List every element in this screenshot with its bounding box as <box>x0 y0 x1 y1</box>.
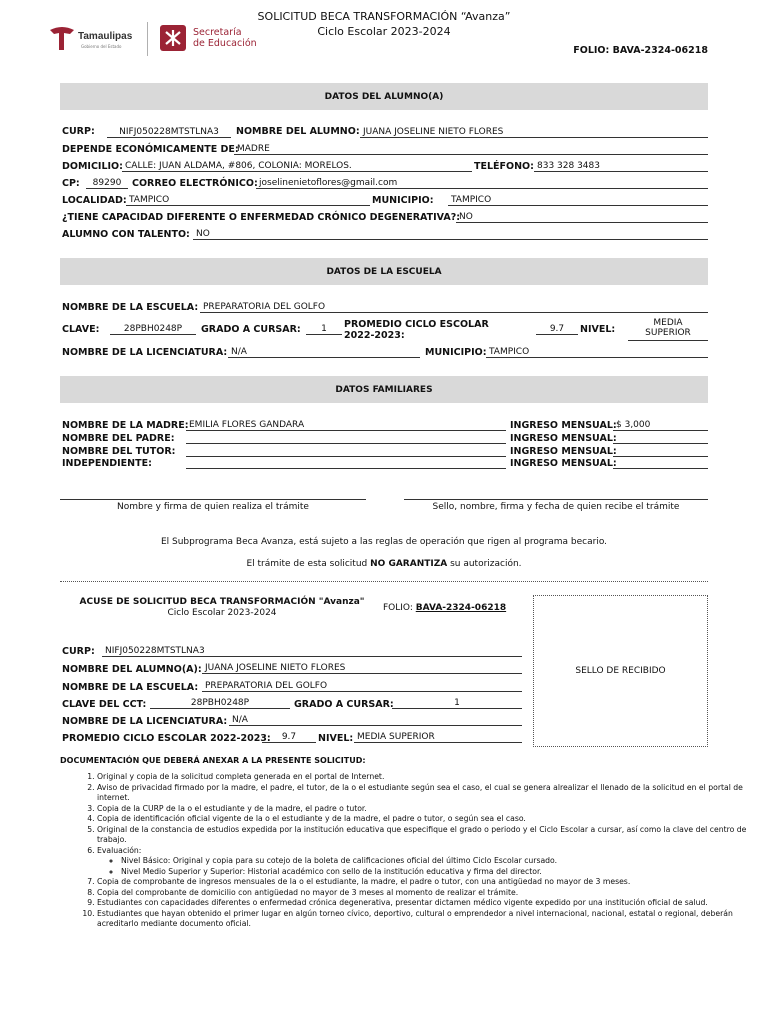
tutor-label: NOMBRE DEL TUTOR: <box>62 446 176 457</box>
doc-item: 1. Original y copia de la solicitud completa generada en el portal de Internet. <box>97 772 747 783</box>
correo-value: joselinenietoflores@gmail.com <box>256 177 708 189</box>
documentacion-list <box>60 772 747 930</box>
municipio-alumno-value: TAMPICO <box>448 194 708 206</box>
cut-line <box>60 581 708 582</box>
doc-item: 5. Original de la constancia de estudios expedida por la institución educativa que especifique el grado o periodo y el Ciclo Escolar a cursar, así como la clave del centro de trabajo. <box>97 825 747 846</box>
municipio-escuela-label: MUNICIPIO: <box>425 347 487 358</box>
escuela-nombre-label: NOMBRE DE LA ESCUELA: <box>62 302 199 313</box>
cp-value: 89290 <box>86 177 128 189</box>
acuse-folio-label: FOLIO: <box>383 603 416 613</box>
talento-value: NO <box>193 228 708 240</box>
padre-label: NOMBRE DEL PADRE: <box>62 433 175 444</box>
firma-caption-right: Sello, nombre, firma y fecha de quien recibe el trámite <box>432 502 680 512</box>
clave-value: 28PBH0248P <box>110 323 196 335</box>
telefono-label: TELÉFONO: <box>474 161 534 172</box>
nivel-value-box <box>628 318 708 341</box>
ingreso-independiente-value <box>613 457 708 469</box>
grado-label: GRADO A CURSAR: <box>201 324 301 335</box>
doc-item: 7. Copia de comprobante de ingresos mensuales de la o el estudiante, la madre, el padre o tutor, con una antigüedad no mayor de 3 meses. <box>97 877 747 888</box>
capacidad-label: ¿TIENE CAPACIDAD DIFERENTE O ENFERMEDAD CRÓNICO DEGENERATIVA?: <box>62 212 461 223</box>
promedio-value: 9.7 <box>536 323 578 335</box>
acuse-grado-label: GRADO A CURSAR: <box>294 699 394 710</box>
acuse-promedio-label: PROMEDIO CICLO ESCOLAR 2022-2023: <box>62 733 271 744</box>
correo-label: CORREO ELECTRÓNICO: <box>132 178 258 189</box>
document-title: SOLICITUD BECA TRANSFORMACIÓN “Avanza” <box>257 10 511 23</box>
section-familiares-title: DATOS FAMILIARES <box>60 376 708 403</box>
licenciatura-label: NOMBRE DE LA LICENCIATURA: <box>62 347 228 358</box>
ingreso-padre-value <box>613 432 708 444</box>
tamaulipas-subtext: Gobierno del Estado <box>81 44 122 49</box>
firma-line-left <box>60 499 366 500</box>
domicilio-value: CALLE: JUAN ALDAMA, #806, COLONIA: MORELOS. <box>122 160 472 172</box>
firma-line-right <box>404 499 708 500</box>
sello-box <box>533 595 708 747</box>
tamaulipas-wordmark: Tamaulipas <box>78 31 133 42</box>
doc-item-evaluacion-label: Evaluación: <box>97 845 142 855</box>
independiente-label: INDEPENDIENTE: <box>62 458 152 469</box>
ingreso-tutor-value <box>613 445 708 457</box>
doc-item-evaluacion <box>97 846 747 878</box>
municipio-alumno-label: MUNICIPIO: <box>372 195 434 206</box>
section-escuela-title: DATOS DE LA ESCUELA <box>60 258 708 285</box>
localidad-label: LOCALIDAD: <box>62 195 127 206</box>
localidad-value: TAMPICO <box>126 194 370 206</box>
ingreso-padre-label: INGRESO MENSUAL: <box>510 433 617 444</box>
acuse-licenciatura-value: N/A <box>229 714 522 726</box>
acuse-licenciatura-label: NOMBRE DE LA LICENCIATURA: <box>62 716 228 727</box>
nota-garantiza-bold: NO GARANTIZA <box>370 559 448 569</box>
doc-item: 9. Estudiantes con capacidades diferentes o enfermedad crónica degenerativa, presentar dictamen médico vigente expedido por una institución oficial de salud. <box>97 898 747 909</box>
independiente-value <box>186 457 506 469</box>
nivel-label: NIVEL: <box>580 324 616 335</box>
documentacion-title: DOCUMENTACIÓN QUE DEBERÁ ANEXAR A LA PRESENTE SOLICITUD: <box>60 756 366 765</box>
evaluacion-sublist <box>97 856 747 877</box>
ingreso-independiente-label: INGRESO MENSUAL: <box>510 458 617 469</box>
nombre-alumno-label: NOMBRE DEL ALUMNO: <box>236 126 360 137</box>
nivel-value-line2: SUPERIOR <box>645 328 691 338</box>
section-alumno-title: DATOS DEL ALUMNO(A) <box>60 83 708 110</box>
telefono-value: 833 328 3483 <box>534 160 708 172</box>
tutor-value <box>186 445 506 457</box>
nota-garantiza-pre: El trámite de esta solicitud <box>246 559 371 569</box>
curp-value: NIFJ050228MTSTLNA3 <box>107 126 231 138</box>
depende-value: MADRE <box>234 143 708 155</box>
acuse-nivel-label: NIVEL: <box>318 733 354 744</box>
madre-value: EMILIA FLORES GANDARA <box>186 419 506 431</box>
nota-reglas: El Subprograma Beca Avanza, está sujeto a las reglas de operación que rigen al programa becario. <box>160 537 608 547</box>
ingreso-madre-label: INGRESO MENSUAL: <box>510 420 617 431</box>
grado-value: 1 <box>306 323 342 335</box>
acuse-promedio-value: 9.7 <box>262 731 316 743</box>
acuse-curp-label: CURP: <box>62 646 95 657</box>
acuse-folio-value: BAVA-2324-06218 <box>415 603 507 613</box>
domicilio-label: DOMICILIO: <box>62 161 123 172</box>
licenciatura-value: N/A <box>228 346 420 358</box>
ingreso-madre-value: $ 3,000 <box>613 419 708 431</box>
talento-label: ALUMNO CON TALENTO: <box>62 229 190 240</box>
depende-label: DEPENDE ECONÓMICAMENTE DE: <box>62 144 239 155</box>
doc-item: 4. Copia de identificación oficial vigente de la o el estudiante y de la madre, el padre o tutor, o según sea el caso. <box>97 814 747 825</box>
sep-line1: Secretaría <box>193 27 242 38</box>
clave-label: CLAVE: <box>62 324 100 335</box>
curp-label: CURP: <box>62 126 95 137</box>
ingreso-tutor-label: INGRESO MENSUAL: <box>510 446 617 457</box>
madre-label: NOMBRE DE LA MADRE: <box>62 420 189 431</box>
doc-item: 2. Aviso de privacidad firmado por la madre, el padre, el tutor, de la o el estudiante según sea el caso, el cual se genera alrealizar el llenado de la solicitud en el portal de internet. <box>97 783 747 804</box>
nombre-alumno-value: JUANA JOSELINE NIETO FLORES <box>360 126 708 138</box>
doc-item: 10. Estudiantes que hayan obtenido el primer lugar en algún torneo cívico, deportivo, cultural o emprendedor a nivel internacional, nacional, estatal o regional, deberán acreditarlo mediante documento oficial. <box>97 909 747 930</box>
acuse-alumno-label: NOMBRE DEL ALUMNO(A): <box>62 664 202 675</box>
document-cycle: Ciclo Escolar 2023-2024 <box>317 25 451 38</box>
nota-garantiza-post: su autorización. <box>447 559 522 569</box>
acuse-cct-label: CLAVE DEL CCT: <box>62 699 147 710</box>
folio: FOLIO: BAVA-2324-06218 <box>573 45 708 56</box>
doc-subitem: ◦ Nivel Medio Superior y Superior: Historial académico con sello de la institución educativa y firma del director. <box>121 867 747 878</box>
escuela-nombre-value: PREPARATORIA DEL GOLFO <box>200 301 708 313</box>
sello-label: SELLO DE RECIBIDO <box>575 666 666 676</box>
capacidad-value: NO <box>456 211 708 223</box>
doc-item: 8. Copia del comprobante de domicilio con antigüedad no mayor de 3 meses al momento de realizar el trámite. <box>97 888 747 899</box>
municipio-escuela-value: TAMPICO <box>486 346 708 358</box>
acuse-folio <box>383 603 506 613</box>
doc-subitem: ◦ Nivel Básico: Original y copia para su cotejo de la boleta de calificaciones oficial del último Ciclo Escolar cursado. <box>121 856 747 867</box>
acuse-escuela-label: NOMBRE DE LA ESCUELA: <box>62 682 199 693</box>
acuse-escuela-value: PREPARATORIA DEL GOLFO <box>202 680 522 692</box>
acuse-cct-value: 28PBH0248P <box>150 697 290 709</box>
cp-label: CP: <box>62 178 80 189</box>
nivel-value-line1: MEDIA <box>653 318 683 328</box>
acuse-title: ACUSE DE SOLICITUD BECA TRANSFORMACIÓN "Avanza" <box>79 597 365 607</box>
nota-garantiza <box>0 559 768 569</box>
firma-caption-left: Nombre y firma de quien realiza el trámite <box>117 502 309 512</box>
doc-item: 3. Copia de la CURP de la o el estudiante y de la madre, el padre o tutor. <box>97 804 747 815</box>
acuse-cycle: Ciclo Escolar 2023-2024 <box>167 608 277 618</box>
acuse-nivel-value: MEDIA SUPERIOR <box>354 731 522 743</box>
padre-value <box>186 432 506 444</box>
sep-line2: de Educación <box>193 38 257 49</box>
acuse-alumno-value: JUANA JOSELINE NIETO FLORES <box>202 662 522 674</box>
promedio-label-2: 2022-2023: <box>344 330 405 341</box>
acuse-grado-value: 1 <box>392 697 522 709</box>
acuse-curp-value: NIFJ050228MTSTLNA3 <box>102 645 522 657</box>
promedio-label-1: PROMEDIO CICLO ESCOLAR <box>344 319 489 330</box>
